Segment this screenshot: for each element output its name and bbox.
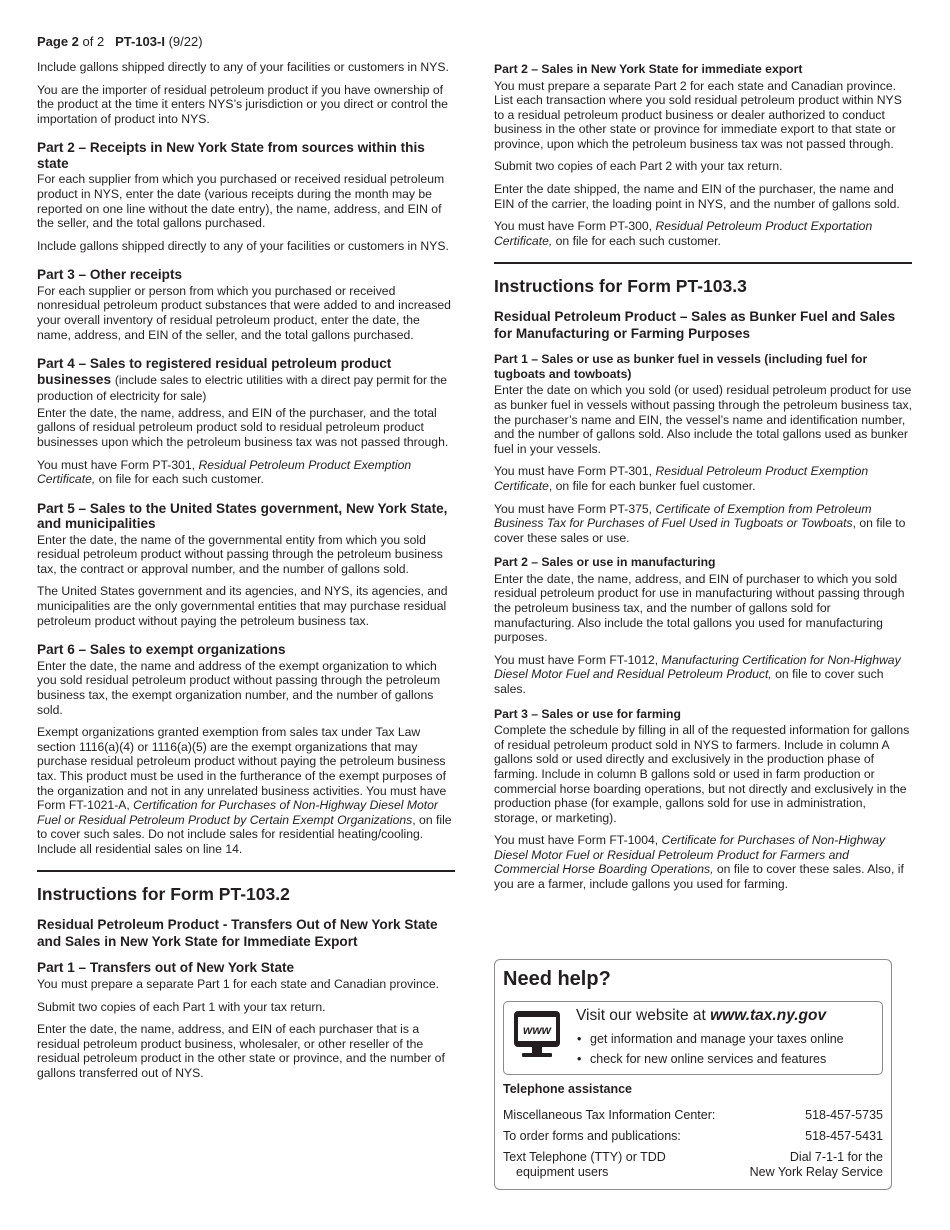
need-help-title: Need help?	[503, 968, 611, 990]
form-title: Residual Petroleum Product Exemption Certificate	[494, 464, 869, 493]
section-heading: Part 1 – Sales or use as bunker fuel in vessels (including fuel for tugboats and towboats)	[494, 352, 868, 381]
section-heading	[37, 356, 455, 405]
paragraph: You must have Form PT-375, Certificate of Exemption from Petroleum Business Tax for Purchases of Fuel Used in Tugboats or Towboats, on file to cover these sales or use.	[494, 501, 906, 545]
paragraph: The United States government and its agencies, and NYS, its agencies, and municipalities are the only governmental entities that may purchase residual petroleum product without paying the petroleum business tax.	[37, 584, 448, 628]
paragraph: You are the importer of residual petroleum product if you have ownership of the product at the time it enters NYS’s jurisdiction or you direct or control the importation of product into NYS.	[37, 82, 448, 126]
instructions-heading: Instructions for Form PT-103.3	[494, 276, 747, 297]
website-link[interactable]: www.tax.ny.gov	[710, 1007, 827, 1024]
paragraph: You must have Form PT-301, Residual Petroleum Product Exemption Certificate, on file for each bunker fuel customer.	[494, 464, 869, 493]
section-divider	[494, 262, 912, 264]
paragraph: For each supplier or person from which you purchased or received nonresidual petroleum product substances that were added to and increased your overall inventory of residual petroleum product, enter the date, the name, address, and EIN of the seller, and the total gallons purchased.	[37, 283, 451, 342]
section-heading: Part 1 – Transfers out of New York State	[37, 960, 295, 976]
part4-note: (include sales to electric utilities with a direct pay permit for the production of electricity for sale)	[37, 372, 447, 404]
paragraph: Enter the date shipped, the name and EIN of the purchaser, the name and EIN of the carrier, the loading point in NYS, and the number of gallons sold.	[494, 182, 900, 211]
website-text	[576, 1007, 844, 1069]
paragraph: Include gallons shipped directly to any of your facilities or customers in NYS.	[37, 60, 449, 74]
section-heading: Part 2 – Sales in New York State for immediate export	[494, 62, 803, 76]
phone-label: To order forms and publications:	[503, 1129, 681, 1143]
section-heading: Part 3 – Other receipts	[37, 267, 183, 283]
paragraph: Enter the date on which you sold (or used) residual petroleum product for use as bunker fuel in vessels without passing through the petroleum business tax, the purchaser’s name and EIN, the vessel’s name and identification number, and the number of gallons sold. Also include the total gallons used as bunker fuel in your vessels.	[494, 383, 912, 456]
tty-row	[503, 1150, 883, 1182]
list-item: • get information and manage your taxes online	[590, 1029, 844, 1049]
paragraph: Enter the date, the name, address, and EIN of purchaser to which you sold residual petroleum product for use in manufacturing without passing through the petroleum business tax, and the number of gallons sold for manufacturing. Also include the total gallons you used for manufacturing purposes.	[494, 571, 905, 645]
paragraph: Enter the date, the name and address of the exempt organization to which you sold residual petroleum product without passing through the petroleum business tax, the exempt organization number, and the number of gallons sold.	[37, 658, 441, 717]
form-id: PT-103-I	[115, 34, 165, 49]
section-heading: Part 3 – Sales or use for farming	[494, 706, 681, 721]
paragraph: Exempt organizations granted exemption from sales tax under Tax Law section 1116(a)(4) or 1116(a)(5) are the exempt organizations that may purchase residual petroleum product without paying the petroleum business tax. This product must be used in the furtherance of the exempt purposes of the organization and not in any unrelated business activities. You must have Form FT-1021-A, Certification for Purchases of Non-Highway Diesel Motor Fuel or Residual Petroleum Product by Certain Exempt Organizations, on file to cover such sales. Do not include sales for residential heating/cooling. Include all residential sales on line 14.	[37, 725, 452, 856]
section-heading: Part 5 – Sales to the United States government, New York State, and municipalities	[37, 500, 448, 532]
list-item: • check for new online services and features	[590, 1049, 844, 1069]
paragraph: Complete the schedule by filling in all of the requested information for gallons of residual petroleum product sold in NYS to farmers. Include in column A gallons sold or used directly and exclusively in the production phase of farming. Include in column B gallons sold or used in farm production or commercial horse boarding operations, but not directly and exclusively in the production phase (for example, gallons sold for use in administration, storage, or marketing).	[494, 723, 910, 825]
page-label: Page 2	[37, 34, 79, 49]
form-title: Manufacturing Certification for Non-Highway Diesel Motor Fuel and Residual Petroleum Product,	[494, 652, 901, 682]
paragraph: Enter the date, the name of the governmental entity from which you sold residual petroleum product without passing through the petroleum business tax, the contract or approval number, and the number of gallons sold.	[37, 532, 443, 576]
paragraph: You must have Form FT-1012, Manufacturing Certification for Non-Highway Diesel Motor Fuel and Residual Petroleum Product, on file to cover such sales.	[494, 652, 901, 697]
telephone-assistance-title: Telephone assistance	[503, 1082, 632, 1096]
paragraph: You must prepare a separate Part 2 for each state and Canadian province. List each transaction where you sold residual petroleum product within NYS to a residual petroleum product business or dealer authorized to conduct business in the other state or province for immediate export to that state or province, upon which the petroleum business tax was not passed through.	[494, 78, 902, 151]
paragraph: You must have Form PT-301, Residual Petroleum Product Exemption Certificate, on file for each such customer.	[37, 457, 412, 487]
form-title: Certificate for Purchases of Non-Highway Diesel Motor Fuel or Residual Petroleum Product for Farmers and Commercial Horse Boarding Operations,	[494, 833, 886, 877]
paragraph: You must have Form PT-300, Residual Petroleum Product Exportation Certificate, on file for each such customer.	[494, 219, 873, 248]
section-heading: Part 2 – Receipts in New York State from sources within this state	[37, 140, 425, 171]
computer-monitor-icon	[512, 1009, 562, 1061]
website-box	[503, 1001, 883, 1075]
paragraph: Enter the date, the name, address, and EIN of each purchaser that is a residual petroleum product business, wholesaler, or other reseller of the residual petroleum product in the other state or province, and the number of gallons transferred out of NYS.	[37, 1022, 445, 1080]
left-column	[37, 60, 455, 1089]
www-icon-label: www	[522, 1023, 552, 1037]
tty-value: Dial 7-1-1 for the New York Relay Service	[749, 1150, 883, 1179]
form-title: Residual Petroleum Product Exemption Certificate,	[37, 457, 412, 487]
form-date: (9/22)	[168, 34, 203, 49]
instructions-subheading: Residual Petroleum Product – Sales as Bunker Fuel and Sales for Manufacturing or Farming Purposes	[494, 309, 896, 342]
paragraph: Submit two copies of each Part 1 with your tax return.	[37, 999, 326, 1014]
page-of: of 2	[82, 34, 105, 49]
part4-title: Part 4 – Sales to registered residual petroleum product businesses	[37, 356, 392, 387]
form-title: Certificate of Exemption from Petroleum Business Tax for Purchases of Fuel Used in Tugboats or Towboats	[494, 501, 872, 531]
paragraph: You must prepare a separate Part 1 for each state and Canadian province.	[37, 976, 439, 991]
tty-label: Text Telephone (TTY) or TDD equipment users	[503, 1150, 666, 1179]
visit-label: Visit our website at	[576, 1007, 711, 1024]
instructions-heading: Instructions for Form PT-103.2	[37, 884, 290, 905]
form-title: Residual Petroleum Product Exportation Certificate,	[494, 219, 873, 248]
phone-number: 518-457-5431	[805, 1129, 883, 1143]
phone-number: 518-457-5735	[805, 1108, 883, 1122]
website-bullets	[576, 1029, 844, 1069]
paragraph: You must have Form FT-1004, Certificate for Purchases of Non-Highway Diesel Motor Fuel or Residual Petroleum Product for Farmers and Commercial Horse Boarding Operations, on file to cover these sales. Also, if you are a farmer, include gallons you used for farming.	[494, 833, 904, 892]
section-heading: Part 6 – Sales to exempt organizations	[37, 642, 286, 658]
instructions-subheading: Residual Petroleum Product - Transfers Out of New York State and Sales in New York State for Immediate Export	[37, 917, 438, 950]
paragraph: Enter the date, the name, address, and EIN of the purchaser, and the total gallons of residual petroleum product sold to residual petroleum product businesses upon which the petroleum business tax was not passed through.	[37, 405, 449, 449]
form-title: Certification for Purchases of Non-Highway Diesel Motor Fuel or Residual Petroleum Product by Certain Exempt Organizations	[37, 798, 438, 827]
phone-label: Miscellaneous Tax Information Center:	[503, 1108, 716, 1122]
section-divider	[37, 870, 455, 872]
paragraph: Submit two copies of each Part 2 with your tax return.	[494, 159, 783, 174]
need-help-box	[494, 959, 892, 1190]
right-column	[494, 60, 912, 900]
paragraph: For each supplier from which you purchased or received residual petroleum product in NYS, enter the date (various receipts during the month may be reported on one line without the date entry), the name, address, and EIN of the seller, and the total gallons purchased.	[37, 172, 445, 231]
section-heading: Part 2 – Sales or use in manufacturing	[494, 555, 716, 570]
paragraph: Include gallons shipped directly to any of your facilities or customers in NYS.	[37, 238, 449, 253]
page-header	[37, 34, 203, 49]
